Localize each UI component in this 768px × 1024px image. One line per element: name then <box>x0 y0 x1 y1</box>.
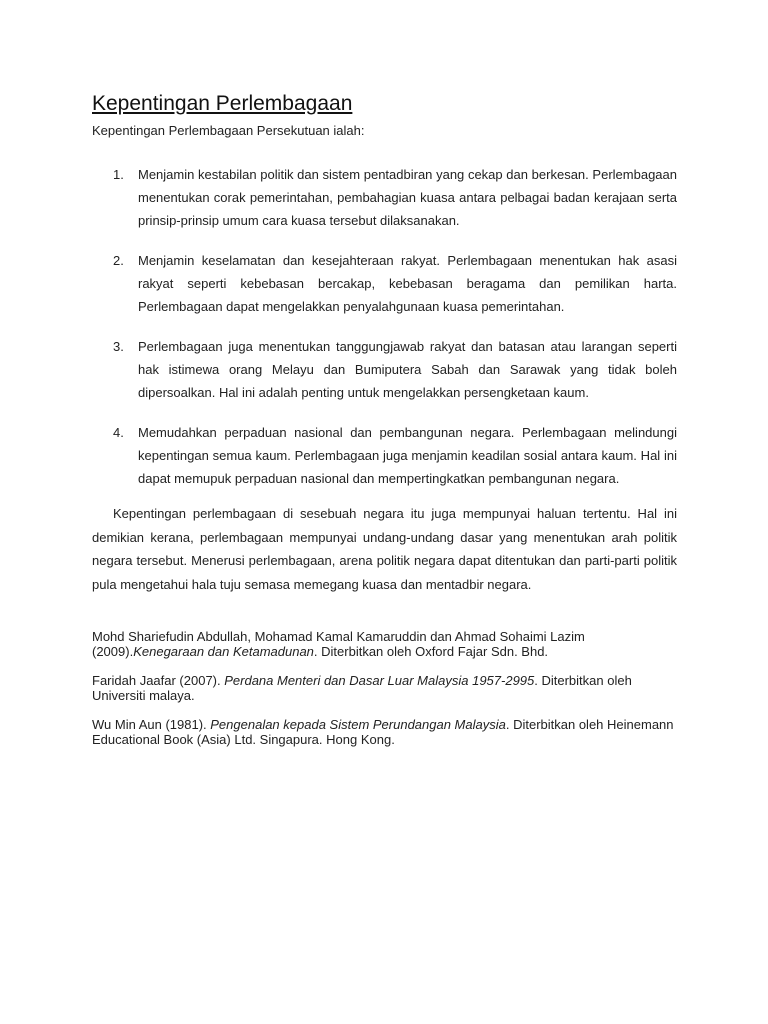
page-title: Kepentingan Perlembagaan <box>92 92 353 115</box>
list-item-text: Perlembagaan juga menentukan tanggungjawab rakyat dan batasan atau larangan seperti hak istimewa orang Melayu dan Bumiputera Sabah dan Sarawak yang tidak boleh dipersoalkan. Hal ini adalah penting untuk mengelakkan persengketaan kaum. <box>138 339 677 400</box>
list-item <box>92 163 677 232</box>
list-item-text: Memudahkan perpaduan nasional dan pembangunan negara. Perlembagaan melindungi kepentingan semua kaum. Perlembagaan juga menjamin keadilan sosial antara kaum. Hal ini dapat memupuk perpaduan nasional dan mempertingkatkan pembangunan negara. <box>138 425 677 486</box>
closing-paragraph: Kepentingan perlembagaan di sesebuah negara itu juga mempunyai haluan tertentu. Hal ini demikian kerana, perlembagaan mempunyai undang-undang dasar yang menentukan arah politik negara tersebut. Menerusi perlembagaan, arena politik negara dapat ditentukan dan parti-parti politik pula mengetahui hala tuju semasa memegang kuasa dan mentadbir negara. <box>92 506 677 592</box>
reference-title: Perdana Menteri dan Dasar Luar Malaysia 1957-2995 <box>224 673 535 688</box>
reference-title: Kenegaraan dan Ketamadunan <box>133 644 314 659</box>
list-item-text: Menjamin keselamatan dan kesejahteraan rakyat. Perlembagaan menentukan hak asasi rakyat seperti kebebasan bercakap, kebebasan beragama dan pemilikan harta. Perlembagaan dapat mengelakkan penyalahgunaan kuasa pemerintahan. <box>138 253 677 314</box>
reference-authors: Mohd Shariefudin Abdullah, Mohamad Kamal Kamaruddin dan Ahmad Sohaimi Lazim (2009). <box>92 629 585 659</box>
list-item-number: 2. <box>113 253 124 268</box>
document-page <box>92 91 677 761</box>
list-item <box>92 421 677 490</box>
references <box>92 629 677 747</box>
points-list <box>92 163 677 490</box>
reference-entry <box>92 673 677 703</box>
reference-entry <box>92 629 677 659</box>
reference-publisher: . Diterbitkan oleh Universiti malaya. <box>92 673 632 703</box>
list-item-number: 1. <box>113 167 124 182</box>
list-item-text: Menjamin kestabilan politik dan sistem pentadbiran yang cekap dan berkesan. Perlembagaan menentukan corak pemerintahan, pembahagian kuasa antara pelbagai badan kerajaan serta prinsip-prinsip umum cara kuasa tersebut dilaksanakan. <box>138 167 677 228</box>
reference-publisher: . Diterbitkan oleh Oxford Fajar Sdn. Bhd. <box>313 644 549 659</box>
reference-authors: Faridah Jaafar (2007). <box>92 673 225 688</box>
reference-authors: Wu Min Aun (1981). <box>92 717 211 732</box>
intro-text: Kepentingan Perlembagaan Persekutuan ialah: <box>92 123 365 138</box>
list-item <box>92 335 677 404</box>
reference-title: Pengenalan kepada Sistem Perundangan Malaysia <box>210 717 506 732</box>
reference-entry <box>92 717 677 747</box>
list-item-number: 3. <box>113 339 124 354</box>
list-item <box>92 249 677 318</box>
list-item-number: 4. <box>113 425 124 440</box>
reference-publisher: . Diterbitkan oleh Heinemann Educational Book (Asia) Ltd. Singapura. Hong Kong. <box>92 717 674 747</box>
